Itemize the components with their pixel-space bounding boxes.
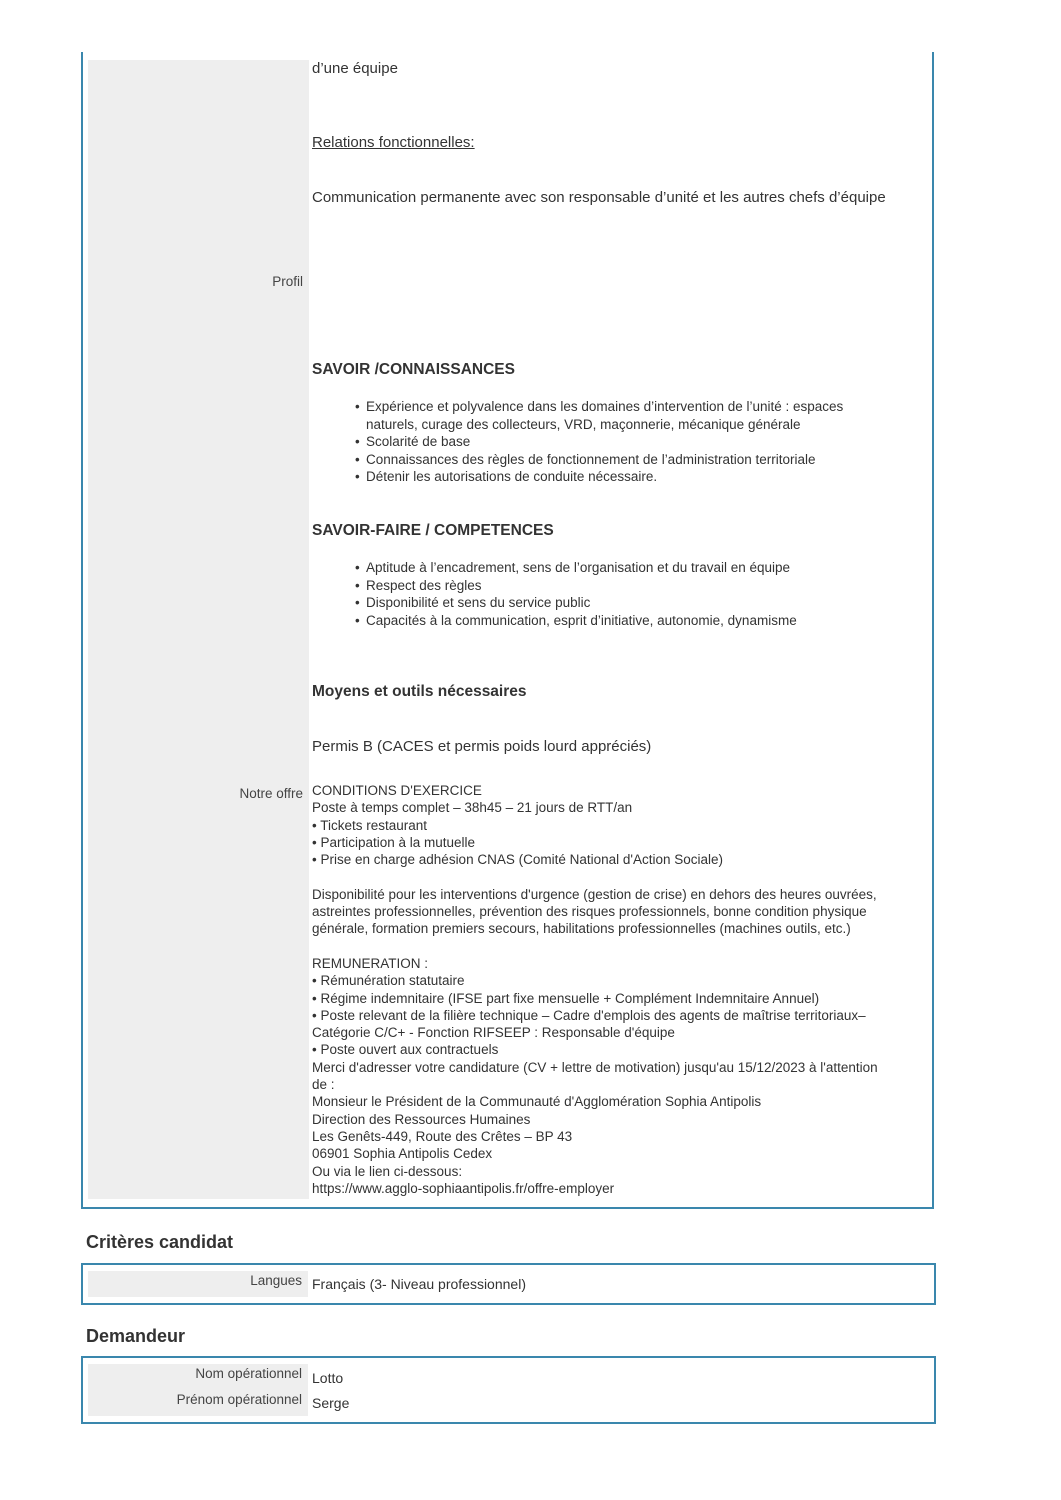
list-item: • Détenir les autorisations de conduite nécessaire. xyxy=(355,468,843,486)
langues-value: Français (3- Niveau professionnel) xyxy=(312,1276,526,1292)
label-column xyxy=(88,1271,308,1297)
savoir-faire-list xyxy=(355,559,797,629)
list-item: • Capacités à la communication, esprit d’initiative, autonomie, dynamisme xyxy=(355,612,797,630)
offer-line xyxy=(312,868,932,885)
offer-line: • Participation à la mutuelle xyxy=(312,834,476,850)
langues-label: Langues xyxy=(250,1273,302,1288)
moyens-text: Permis B (CACES et permis poids lourd appréciés) xyxy=(312,738,652,755)
criteres-panel xyxy=(81,1263,936,1305)
offer-line: • Poste relevant de la filière technique – Cadre d'emplois des agents de maîtrise territoriaux– xyxy=(312,1007,866,1023)
offer-line: • Tickets restaurant xyxy=(312,817,428,833)
demandeur-title: Demandeur xyxy=(86,1326,186,1346)
offer-line: de : xyxy=(312,1077,335,1093)
list-item: • Connaissances des règles de fonctionnement de l’administration territoriale xyxy=(355,451,843,469)
offer-line: Les Genêts-449, Route des Crêtes – BP 43 xyxy=(312,1128,573,1144)
label-column xyxy=(88,60,309,1199)
prenom-value: Serge xyxy=(312,1395,350,1411)
offer-line: CONDITIONS D'EXERCICE xyxy=(312,783,482,798)
moyens-heading: Moyens et outils nécessaires xyxy=(312,683,527,700)
list-item: • Scolarité de base xyxy=(355,433,843,451)
offer-line: • Régime indemnitaire (IFSE part fixe mensuelle + Complément Indemnitaire Annuel) xyxy=(312,990,820,1006)
offer-line: Direction des Ressources Humaines xyxy=(312,1111,531,1127)
list-item-continuation: naturels, curage des collecteurs, VRD, maçonnerie, mécanique générale xyxy=(366,416,801,432)
offer-line xyxy=(312,938,932,955)
notre-offre-label: Notre offre xyxy=(239,786,303,801)
application-link[interactable]: https://www.agglo-sophiaantipolis.fr/offre-employer xyxy=(312,1180,615,1196)
savoir-list xyxy=(355,398,843,486)
offer-line: 06901 Sophia Antipolis Cedex xyxy=(312,1146,493,1162)
offer-line: • Rémunération statutaire xyxy=(312,973,465,989)
offer-line: • Poste ouvert aux contractuels xyxy=(312,1042,499,1058)
relations-text: Communication permanente avec son responsable d’unité et les autres chefs d’équipe xyxy=(312,189,886,206)
nom-label: Nom opérationnel xyxy=(195,1366,302,1381)
offer-line: générale, formation premiers secours, habilitations professionnelles (machines outils, etc.) xyxy=(312,921,851,937)
list-item: • Disponibilité et sens du service public xyxy=(355,594,797,612)
offer-line: Disponibilité pour les interventions d'urgence (gestion de crise) en dehors des heures ouvrées, xyxy=(312,886,877,902)
list-item: • Respect des règles xyxy=(355,577,797,595)
intro-fragment: d’une équipe xyxy=(312,60,398,77)
offer-details-panel xyxy=(81,52,934,1209)
offer-line: • Prise en charge adhésion CNAS (Comité National d'Action Sociale) xyxy=(312,852,724,868)
offer-line: REMUNERATION : xyxy=(312,955,429,971)
offer-line: astreintes professionnelles, prévention des risques professionnels, bonne condition physique xyxy=(312,904,867,920)
prenom-label: Prénom opérationnel xyxy=(176,1392,302,1407)
offer-line: Poste à temps complet – 38h45 – 21 jours de RTT/an xyxy=(312,800,633,816)
savoir-heading: SAVOIR /CONNAISSANCES xyxy=(312,361,515,378)
relations-heading: Relations fonctionnelles: xyxy=(312,134,475,151)
nom-value: Lotto xyxy=(312,1370,344,1386)
offer-line: Merci d'adresser votre candidature (CV + lettre de motivation) jusqu'au 15/12/2023 à l'attention xyxy=(312,1059,878,1075)
savoir-faire-heading: SAVOIR-FAIRE / COMPETENCES xyxy=(312,522,554,539)
offer-line: Ou via le lien ci-dessous: xyxy=(312,1163,463,1179)
profil-label: Profil xyxy=(272,274,303,289)
offer-line: Monsieur le Président de la Communauté d'Agglomération Sophia Antipolis xyxy=(312,1094,762,1110)
label-column xyxy=(88,1364,308,1416)
list-item: • Aptitude à l’encadrement, sens de l’organisation et du travail en équipe xyxy=(355,559,797,577)
list-item: • Expérience et polyvalence dans les domaines d’intervention de l’unité : espaces xyxy=(355,398,843,416)
criteres-title: Critères candidat xyxy=(86,1232,234,1252)
demandeur-panel xyxy=(81,1356,936,1424)
offer-line: Catégorie C/C+ - Fonction RIFSEEP : Responsable d'équipe xyxy=(312,1025,675,1041)
offer-conditions xyxy=(312,782,932,1197)
